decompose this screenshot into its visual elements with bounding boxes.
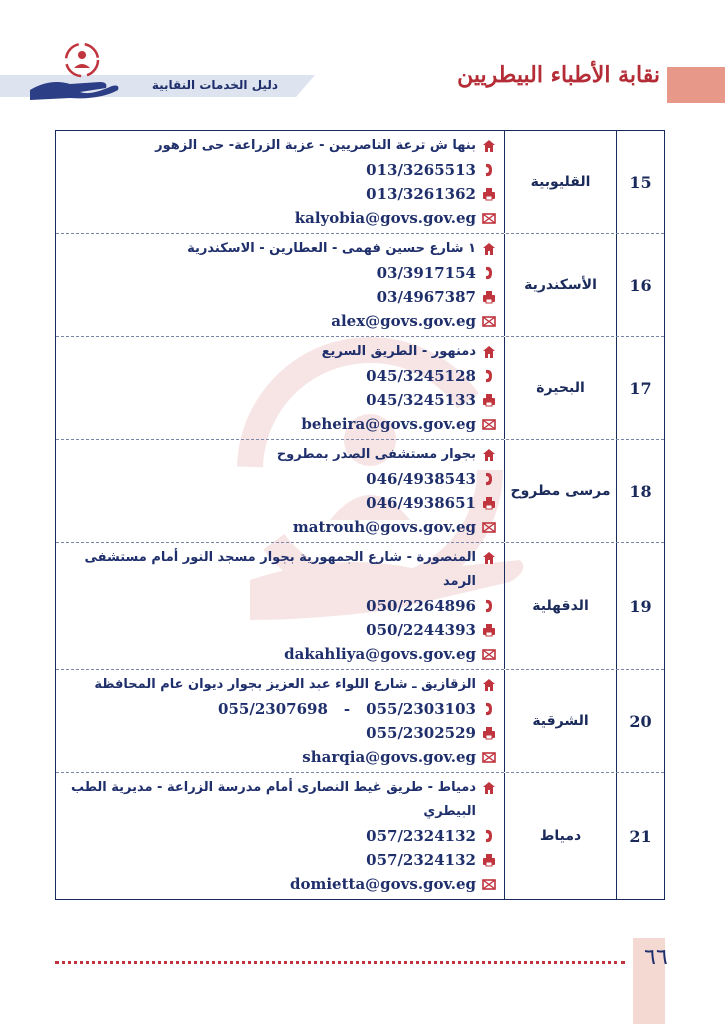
services-logo-icon [30,38,120,100]
phone-icon [482,472,496,486]
home-icon [482,678,496,692]
address-text: المنصورة - شارع الجمهورية بجوار مسجد النور أمام مستشفى الرمد [84,550,476,589]
envelope-icon [482,647,496,661]
email-address[interactable]: kalyobia@govs.gov.eg [294,209,476,227]
email-address[interactable]: matrouh@govs.gov.eg [292,518,476,536]
table-row [56,233,664,336]
page-number: ٦٦ [644,945,668,970]
fax-number: 055/2302529 [366,724,476,742]
phone-icon [482,599,496,613]
phone-line [62,824,496,848]
governorate-name: الدقهلية [504,543,616,669]
address-text: دمنهور - الطريق السريع [321,344,476,359]
fax-line [62,388,496,412]
address-line [62,443,496,467]
fax-number: 013/3261362 [366,185,476,203]
home-icon [482,781,496,795]
fax-line [62,491,496,515]
row-number: 18 [616,440,664,542]
fax-icon [482,853,496,867]
phone-line [62,467,496,491]
contact-cell [56,670,504,772]
governorate-name: الشرقية [504,670,616,772]
governorate-name: القليوبية [504,131,616,233]
email-address[interactable]: domietta@govs.gov.eg [289,875,476,893]
address-text: ١ شارع حسين فهمى - العطارين - الاسكندرية [187,241,476,256]
address-text: الزقازيق ـ شارع اللواء عبد العزيز بجوار ديوان عام المحافظة [94,677,476,692]
fax-icon [482,623,496,637]
phone-icon [482,369,496,383]
envelope-icon [482,211,496,225]
governorate-name: دمياط [504,773,616,899]
home-icon [482,448,496,462]
phone-number: 055/2303103 [366,700,476,718]
row-number: 16 [616,234,664,336]
phone-line [62,594,496,618]
home-icon [482,139,496,153]
phone-line [62,697,496,721]
fax-icon [482,726,496,740]
row-number: 20 [616,670,664,772]
fax-icon [482,496,496,510]
home-icon [482,551,496,565]
fax-number: 03/4967387 [376,288,476,306]
email-address[interactable]: dakahliya@govs.gov.eg [284,645,476,663]
phone-line [62,261,496,285]
footer-dotted-line [55,961,625,964]
brand-logo: نقابة الأطباء البيطريين [457,62,660,88]
fax-number: 057/2324132 [366,851,476,869]
governorate-name: مرسى مطروح [504,440,616,542]
phone-number: 045/3245128 [366,367,476,385]
table-row [56,439,664,542]
email-line [62,515,496,539]
table-row [56,542,664,669]
contact-cell [56,773,504,899]
home-icon [482,345,496,359]
envelope-icon [482,417,496,431]
address-line [62,237,496,261]
contact-cell [56,543,504,669]
address-line [62,546,496,594]
phone-number: 03/3917154 [376,264,476,282]
phone-icon [482,702,496,716]
email-address[interactable]: beheira@govs.gov.eg [301,415,476,433]
corner-accent [667,67,725,103]
fax-icon [482,393,496,407]
phone-icon [482,266,496,280]
envelope-icon [482,877,496,891]
header-title: دليل الخدمات النقابية [151,78,278,92]
phone-separator: - [343,700,351,718]
table-row [56,336,664,439]
phone-icon [482,829,496,843]
governorate-name: الأسكندرية [504,234,616,336]
phone-number: 050/2264896 [366,597,476,615]
email-line [62,309,496,333]
fax-line [62,721,496,745]
phone-icon [482,163,496,177]
fax-line [62,848,496,872]
envelope-icon [482,520,496,534]
contact-cell [56,337,504,439]
email-address[interactable]: alex@govs.gov.eg [331,312,476,330]
envelope-icon [482,314,496,328]
address-line [62,134,496,158]
email-address[interactable]: sharqia@govs.gov.eg [302,748,476,766]
fax-line [62,618,496,642]
fax-icon [482,290,496,304]
row-number: 21 [616,773,664,899]
row-number: 15 [616,131,664,233]
fax-line [62,182,496,206]
phone-line [62,364,496,388]
table-row [56,669,664,772]
email-line [62,206,496,230]
phone-line [62,158,496,182]
contact-cell [56,440,504,542]
envelope-icon [482,750,496,764]
address-line [62,776,496,824]
fax-number: 045/3245133 [366,391,476,409]
fax-icon [482,187,496,201]
row-number: 17 [616,337,664,439]
phone-number: 013/3265513 [366,161,476,179]
address-line [62,340,496,364]
row-number: 19 [616,543,664,669]
address-text: دمياط - طريق غيط النصارى أمام مدرسة الزراعة - مديرية الطب البيطري [70,780,476,819]
contact-cell [56,234,504,336]
fax-number: 050/2244393 [366,621,476,639]
phone-number: 057/2324132 [366,827,476,845]
contact-cell [56,131,504,233]
email-line [62,642,496,666]
email-line [62,745,496,769]
fax-line [62,285,496,309]
phone-number: 046/4938543 [366,470,476,488]
email-line [62,872,496,896]
directory-table [55,130,665,900]
address-text: بنها ش ترعة الناصريين - عزبة الزراعة- حى الزهور [155,138,476,153]
address-line [62,673,496,697]
table-row [56,131,664,233]
phone-number-2: 055/2307698 [218,700,328,718]
governorate-name: البحيرة [504,337,616,439]
home-icon [482,242,496,256]
email-line [62,412,496,436]
fax-number: 046/4938651 [366,494,476,512]
address-text: بجوار مستشفى الصدر بمطروح [276,447,476,462]
table-row [56,772,664,899]
